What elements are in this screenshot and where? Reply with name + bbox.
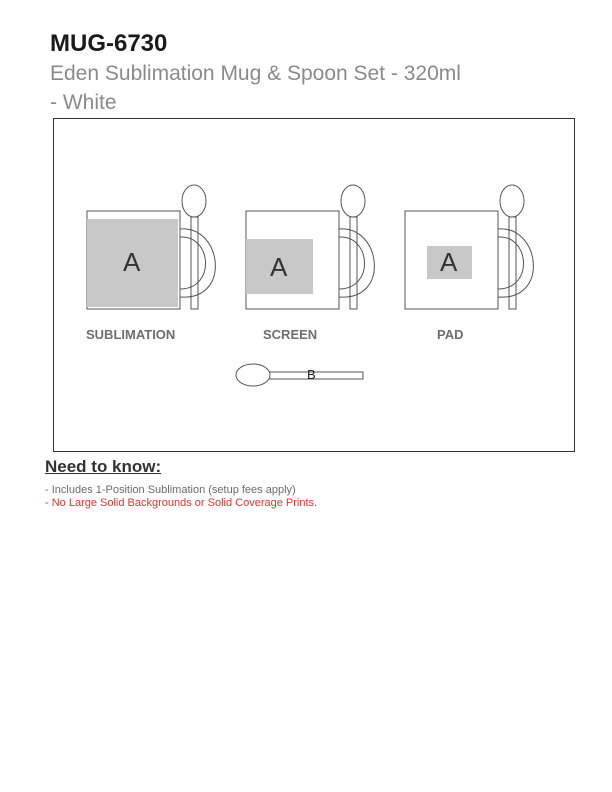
method-label-screen: SCREEN xyxy=(263,327,318,342)
method-label-pad: PAD xyxy=(437,327,464,342)
area-label-pad: A xyxy=(440,247,458,277)
method-label-sublimation: SUBLIMATION xyxy=(86,327,176,342)
need-to-know-heading: Need to know: xyxy=(45,457,162,476)
product-code: MUG-6730 xyxy=(50,30,168,57)
spoon-drawing xyxy=(236,364,363,386)
product-title: Eden Sublimation Mug & Spoon Set - 320ml - White xyxy=(50,62,461,114)
area-label-spoon: B xyxy=(307,367,316,382)
note-sublimation-included: - Includes 1-Position Sublimation (setup fees apply) xyxy=(45,484,296,496)
area-label-screen: A xyxy=(270,252,288,282)
area-label-sublimation: A xyxy=(123,247,141,277)
note-coverage-warning: - No Large Solid Backgrounds or Solid Coverage Prints. xyxy=(45,497,318,509)
print-area-diagram xyxy=(53,118,575,452)
mug-drawings xyxy=(54,119,574,451)
